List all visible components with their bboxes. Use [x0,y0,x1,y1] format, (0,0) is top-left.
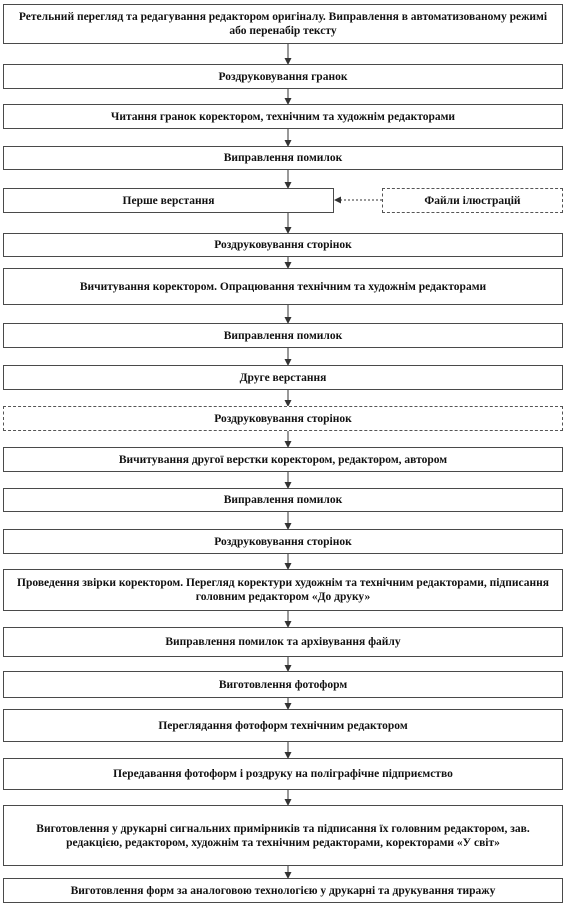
step-2: Роздруковування гранок [3,64,563,89]
step-10: Роздруковування сторінок [3,406,563,431]
step-9: Друге верстання [3,365,563,390]
side-input-illustration-files: Файли ілюстрацій [382,188,563,213]
step-17: Переглядання фотоформ технічним редактором [3,709,563,742]
step-11: Вичитування другої верстки коректором, редактором, автором [3,447,563,472]
step-7: Вичитування коректором. Опрацювання технічним та художнім редакторами [3,268,563,305]
step-12: Виправлення помилок [3,488,563,512]
step-8: Виправлення помилок [3,323,563,348]
step-4: Виправлення помилок [3,146,563,170]
step-20: Виготовлення форм за аналоговою технологією у друкарні та друкування тиражу [3,878,563,903]
step-14: Проведення звірки коректором. Перегляд коректури художнім та технічним редакторами, підписання головним редактором «До друку» [3,569,563,611]
step-15: Виправлення помилок та архівування файлу [3,627,563,657]
step-5: Перше верстання [3,188,334,213]
step-18: Передавання фотоформ і роздруку на поліграфічне підприємство [3,758,563,790]
step-13: Роздруковування сторінок [3,529,563,554]
step-6: Роздруковування сторінок [3,233,563,257]
step-1: Ретельний перегляд та редагування редактором оригіналу. Виправлення в автоматизованому режимі або перенабір тексту [3,4,563,44]
step-3: Читання гранок коректором, технічним та художнім редакторами [3,104,563,129]
step-19: Виготовлення у друкарні сигнальних примірників та підписання їх головним редактором, зав. редакцією, редактором, художнім та технічним редакторами, коректорами «У світ» [3,805,563,866]
step-16: Виготовлення фотоформ [3,671,563,698]
